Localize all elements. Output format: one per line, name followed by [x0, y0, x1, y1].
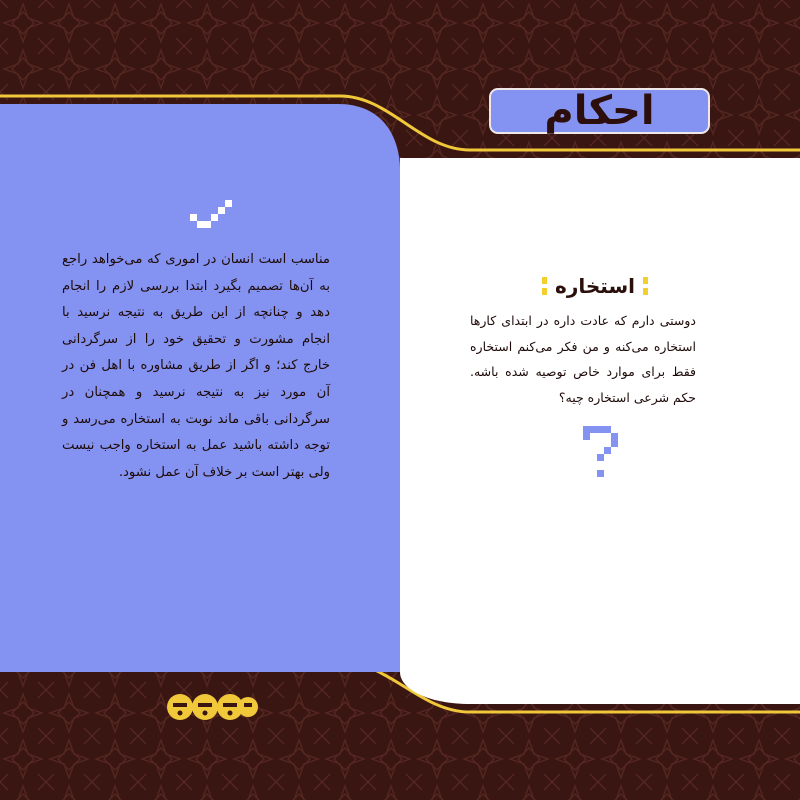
question-title: استخاره — [555, 274, 635, 298]
question-text: دوستی دارم که عادت داره در ابتدای کارها استخاره می‌کنه و من فکر می‌کنم استخاره فقط برای موارد خاص توصیه شده باشه. حکم شرعی استخاره چیه؟ — [470, 313, 696, 405]
title-dots-left-icon — [542, 277, 547, 295]
header-title-badge — [489, 88, 710, 134]
nojavan-logo-icon — [160, 685, 260, 725]
title-dots-right-icon — [643, 277, 648, 295]
header-title: احکام — [544, 88, 655, 134]
question-title-row — [520, 268, 670, 304]
answer-text: مناسب است انسان در اموری که می‌خواهد راجع به آن‌ها تصمیم بگیرد ابتدا بررسی لازم را انجام دهد و چنانچه از این طریق به نتیجه نرسید با انجام مشورت و تحقیق خود را از سرگردانی خارج کند؛ و اگر از طریق مشاوره با اهل فن در آن مورد نیز به نتیجه نرسید و همچنان در سرگردانی باقی ماند نوبت به استخاره می‌رسد و توجه داشته باشید عمل به استخاره واجب نیست ولی بهتر است بر خلاف آن عمل نشود. — [62, 252, 330, 480]
